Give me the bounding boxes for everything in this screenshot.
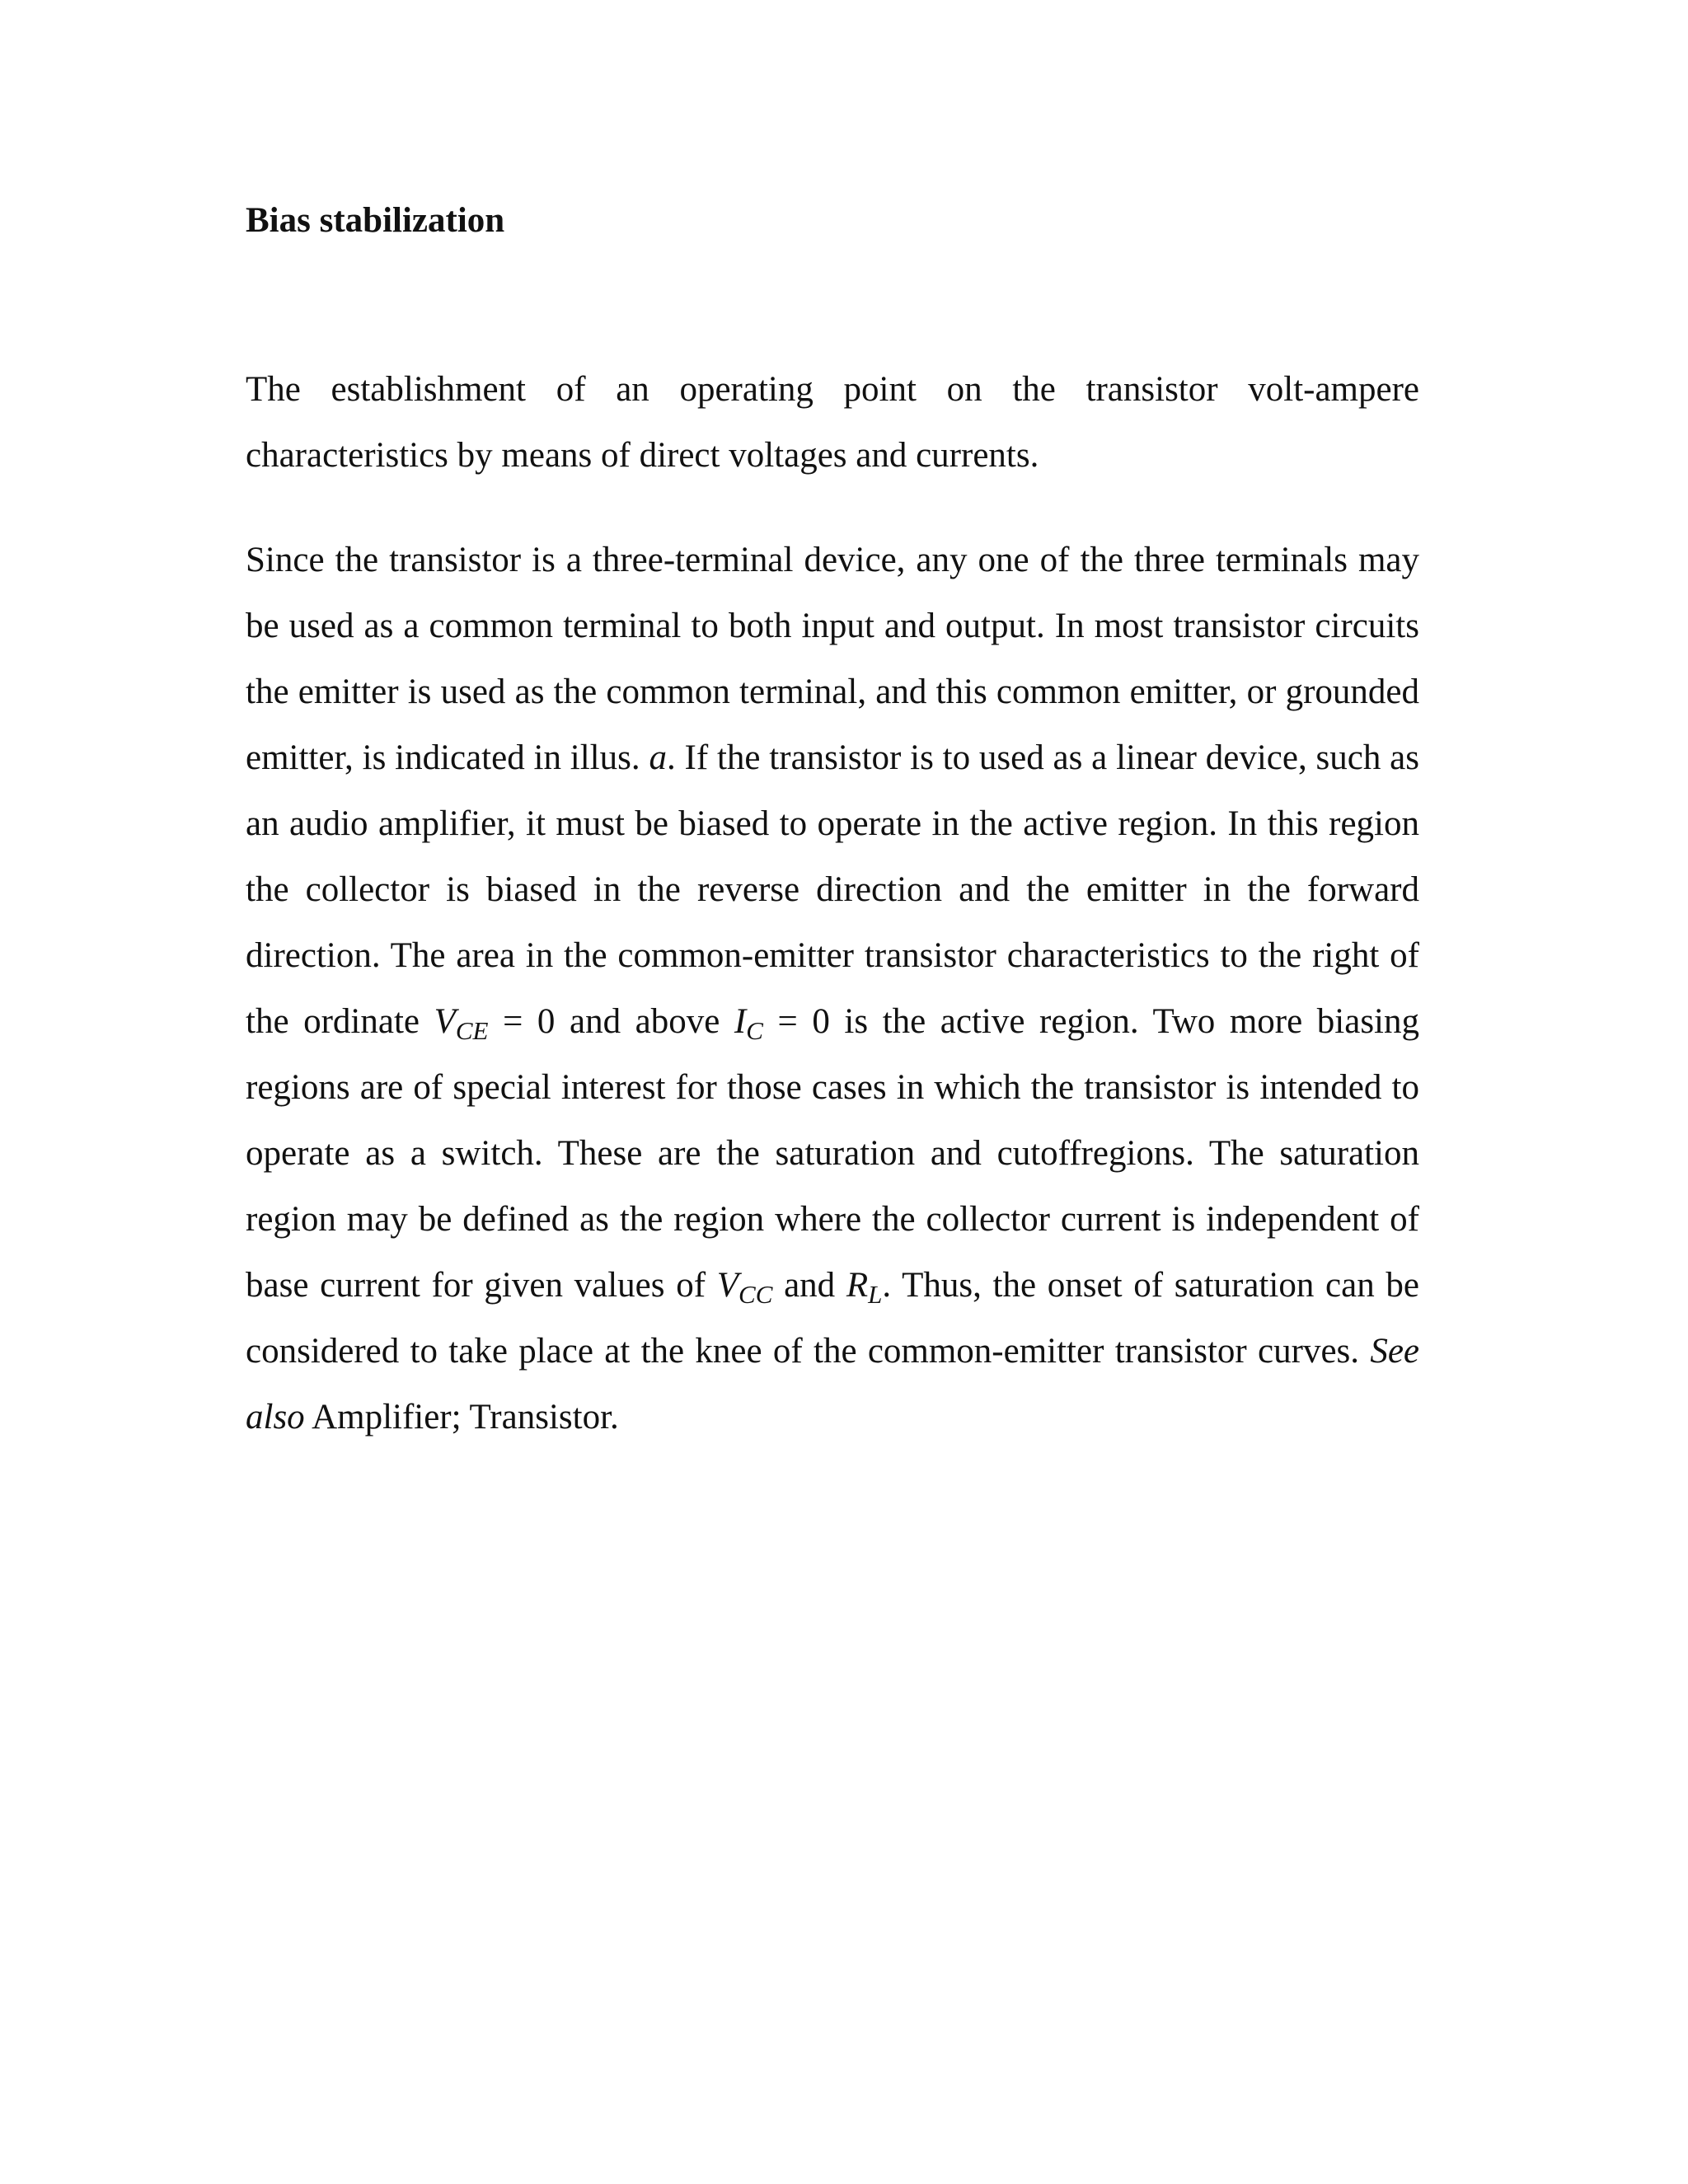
body-text: . Thus, the onset of saturation can be considered to take place at the knee of the common-emitter transistor curves. <box>246 1266 1419 1371</box>
cross-reference-text: Amplifier; Transistor. <box>304 1398 619 1436</box>
vce-symbol: V <box>434 1002 456 1041</box>
vcc-symbol: V <box>716 1266 739 1305</box>
definition-paragraph: The establishment of an operating point on the transistor volt-ampere characteristics by means of direct voltages and currents. <box>246 370 1419 475</box>
page-title: Bias stabilization <box>246 201 505 240</box>
body-text: Since the transistor is a three-terminal device, any one of the three terminals may be used as a common terminal to both input and output. In most transistor circuits the emitter is used as the common terminal, and this common emitter, or grounded emitter, is indicated in illus. <box>246 541 1419 777</box>
rl-symbol: R <box>846 1266 869 1305</box>
rl-subscript: L <box>868 1280 883 1309</box>
body-text: = 0 and above <box>488 1002 734 1041</box>
body-text: . If the transistor is to used as a linear device, such as an audio amplifier, it must be biased to operate in the active region. In this region the collector is biased in the reverse direction and the emitter in the forward direction. The area in the common-emitter transistor characteristics to the right of the ordinate <box>246 738 1420 1041</box>
see-also-label: See also <box>246 1332 1419 1436</box>
vcc-subscript: CC <box>738 1280 773 1309</box>
illustration-label: a <box>649 738 667 777</box>
body-text: and <box>772 1266 846 1305</box>
vce-subscript: CE <box>455 1016 489 1045</box>
ic-symbol: I <box>734 1002 747 1041</box>
ic-subscript: C <box>746 1016 763 1045</box>
body-text: = 0 is the active region. Two more biasing regions are of special interest for those cases in which the transistor is intended to operate as a switch. These are the saturation and cutoffregions. The saturation region may be defined as the region where the collector current is independent of base current for given values of <box>246 1002 1419 1305</box>
body-paragraph <box>246 527 1419 1451</box>
